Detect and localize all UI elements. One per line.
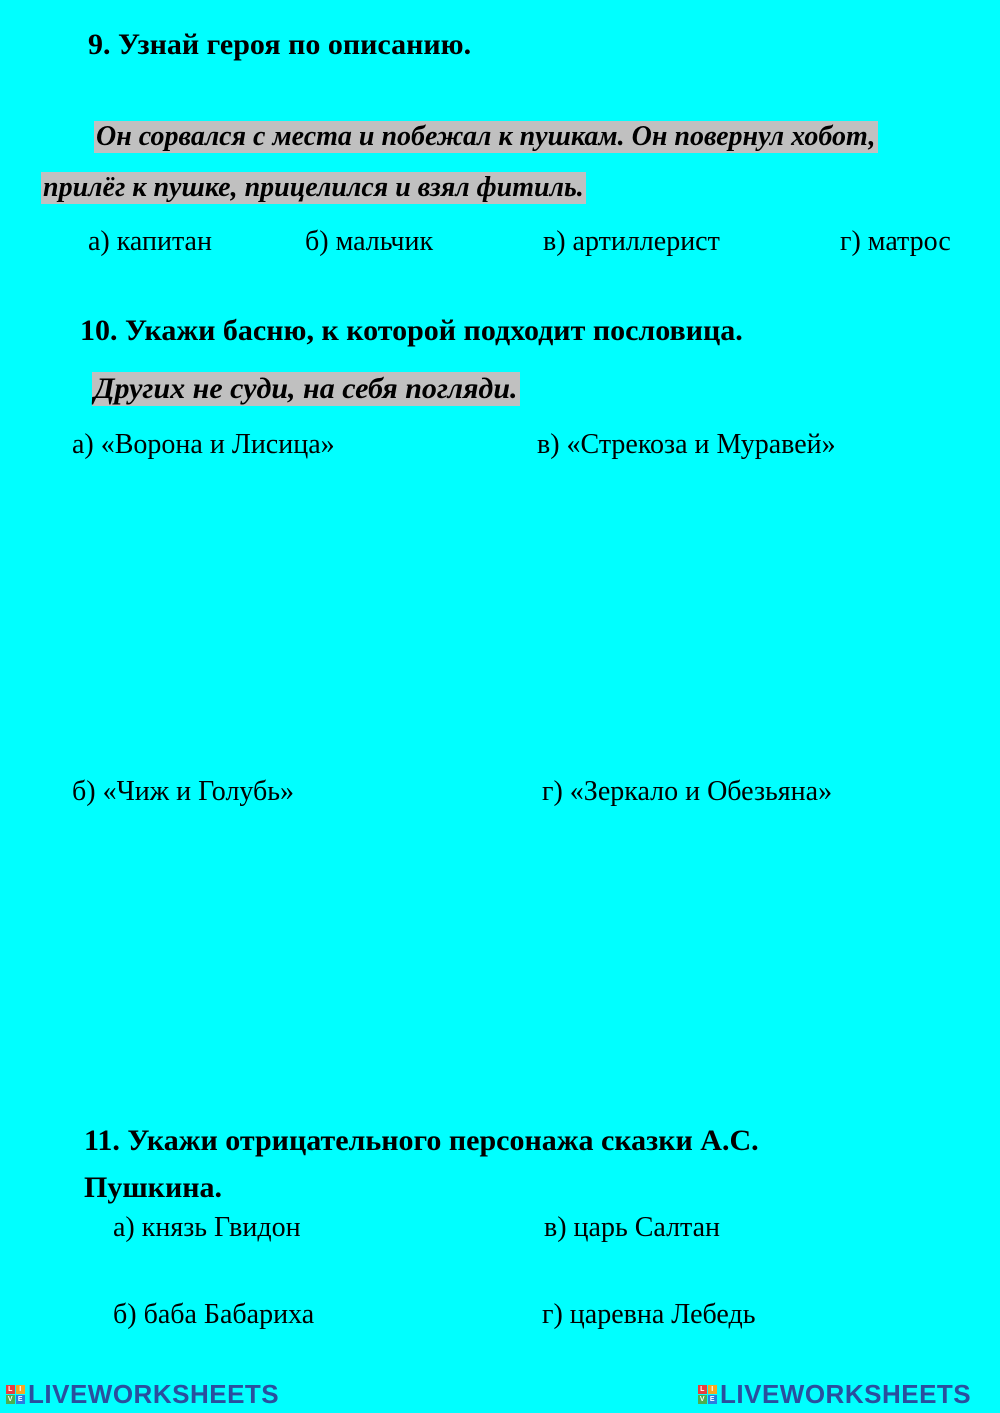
logo-tile: I	[16, 1385, 25, 1394]
question-11-title-line-2: Пушкина.	[84, 1171, 223, 1204]
liveworksheets-mark-icon	[6, 1385, 25, 1404]
question-9-option-a[interactable]: а) капитан	[88, 226, 212, 257]
question-10-option-v[interactable]: в) «Стрекоза и Муравей»	[537, 429, 836, 460]
logo-tile: L	[6, 1385, 15, 1394]
liveworksheets-logo-text: LIVEWORKSHEETS	[28, 1378, 280, 1409]
question-9-quote-line-1: Он сорвался с места и побежал к пушкам. Он повернул хобот,	[96, 121, 876, 152]
question-11-option-a[interactable]: а) князь Гвидон	[113, 1212, 301, 1243]
question-9-quote-line-2: прилёг к пушке, прицелился и взял фитиль.	[43, 172, 584, 203]
question-9-option-g[interactable]: г) матрос	[840, 226, 951, 257]
question-9-title: 9. Узнай героя по описанию.	[88, 28, 472, 61]
question-11-option-v[interactable]: в) царь Салтан	[544, 1212, 721, 1243]
question-10-title: 10. Укажи басню, к которой подходит пословица.	[80, 314, 743, 347]
question-10-proverb: Других не суди, на себя погляди.	[94, 372, 518, 405]
liveworksheets-logo-left	[6, 1380, 279, 1408]
liveworksheets-logo-right	[698, 1380, 971, 1408]
question-10-option-b[interactable]: б) «Чиж и Голубь»	[72, 776, 295, 807]
liveworksheets-mark-icon	[698, 1385, 717, 1404]
question-11-option-b[interactable]: б) баба Бабариха	[113, 1299, 315, 1330]
logo-tile: E	[17, 1395, 24, 1403]
logo-tile: I	[708, 1385, 717, 1394]
question-11-title-line-1: 11. Укажи отрицательного персонажа сказки А.С.	[84, 1124, 759, 1157]
logo-tile: V	[7, 1395, 14, 1403]
logo-tile: E	[709, 1395, 716, 1403]
logo-tile: L	[698, 1385, 707, 1394]
question-10-option-g[interactable]: г) «Зеркало и Обезьяна»	[542, 776, 833, 807]
question-11-option-g[interactable]: г) царевна Лебедь	[542, 1299, 756, 1330]
question-10-option-a[interactable]: а) «Ворона и Лисица»	[72, 429, 335, 460]
question-9-option-b[interactable]: б) мальчик	[305, 226, 434, 257]
liveworksheets-logo-text: LIVEWORKSHEETS	[720, 1378, 972, 1409]
question-9-option-v[interactable]: в) артиллерист	[543, 226, 720, 257]
logo-tile: V	[699, 1395, 706, 1403]
